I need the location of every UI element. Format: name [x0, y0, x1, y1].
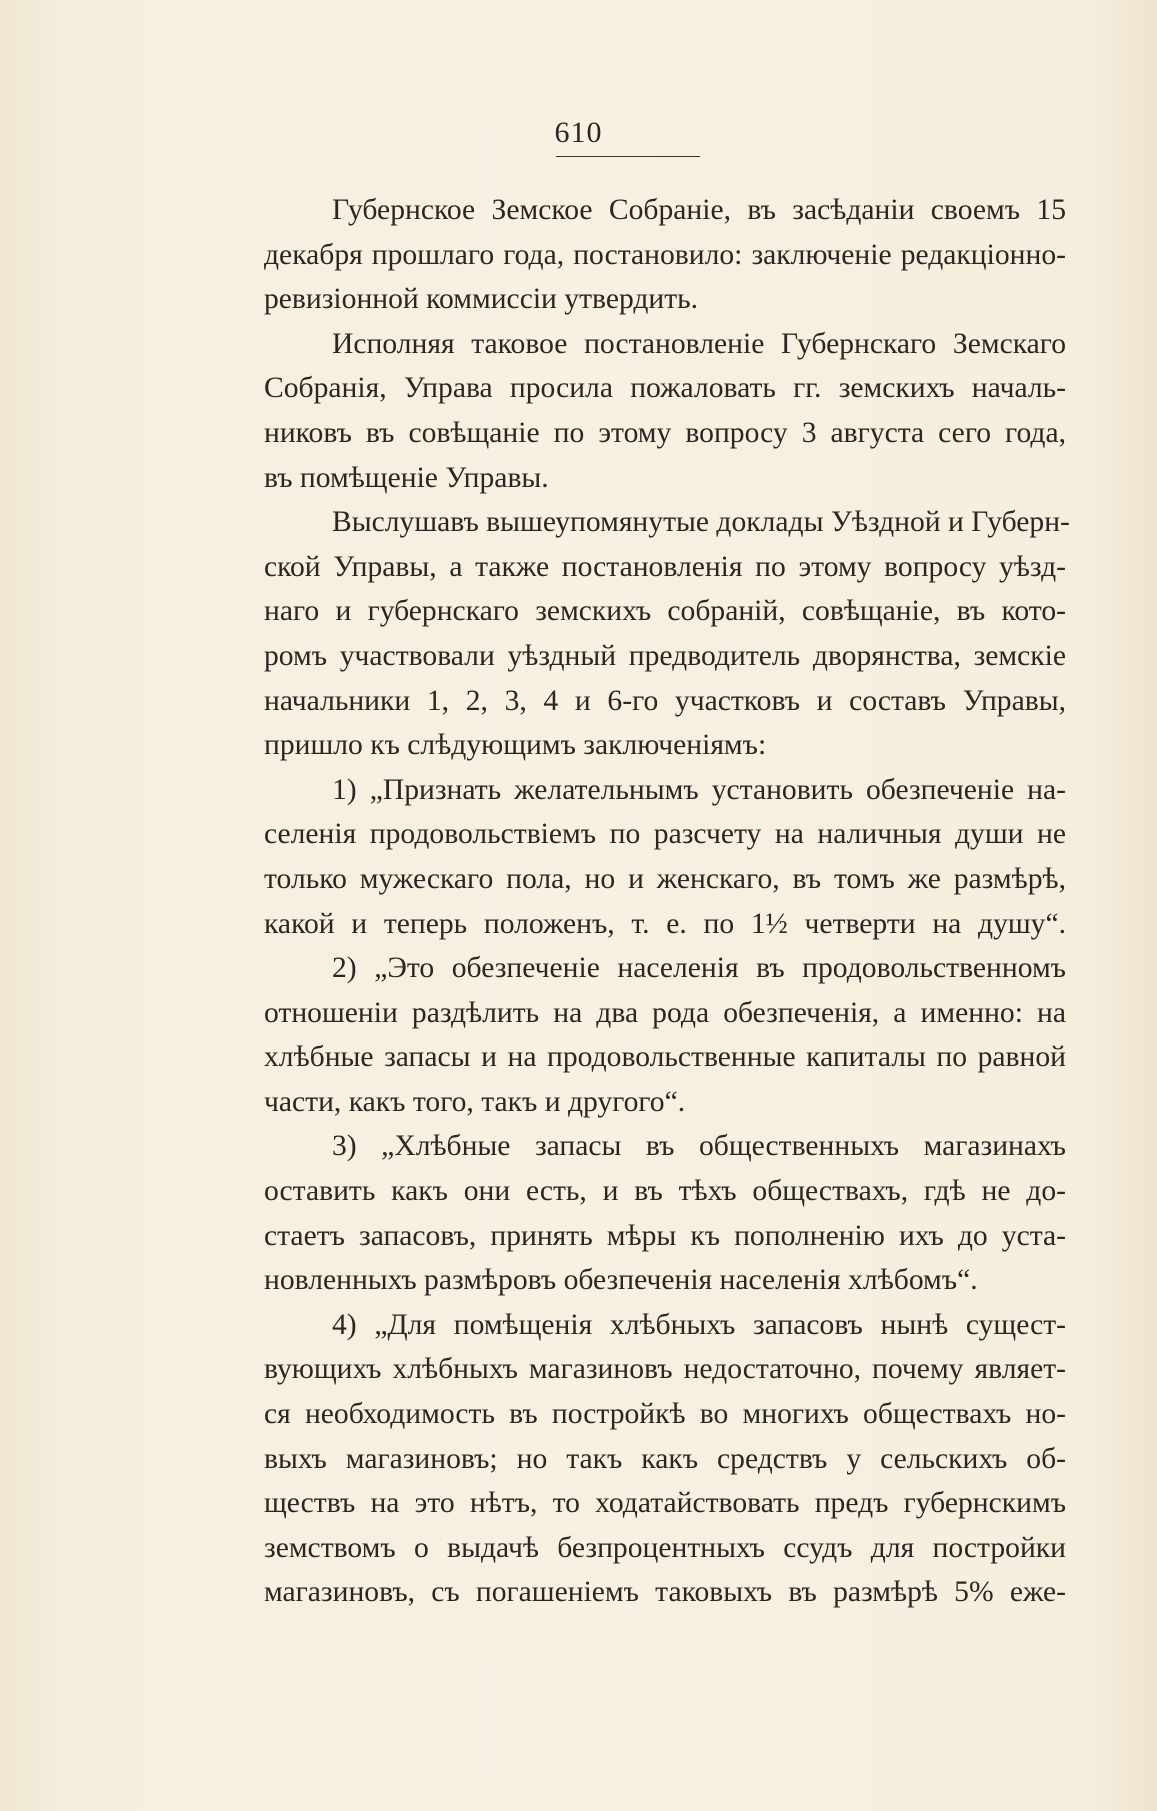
- text-line: части, какъ того, такъ и другого“.: [264, 1085, 686, 1118]
- paragraph-2: [196, 322, 1066, 500]
- text-line: 3) „Хлѣбные запасы въ общественныхъ магазинахъ: [332, 1130, 1066, 1163]
- text-line: магазиновъ, съ погашеніемъ таковыхъ въ размѣрѣ 5% еже-: [264, 1576, 1066, 1609]
- text-line: Выслушавъ вышеупомянутые доклады Уѣздной и Губерн-: [332, 506, 1070, 539]
- text-line: ществъ на это нѣтъ, то ходатайствовать предъ губернскимъ: [264, 1487, 1066, 1520]
- page-number-rule: [556, 156, 700, 157]
- text-line: 1) „Признать желательнымъ установить обезпеченіе на-: [332, 773, 1066, 806]
- text-line: селенія продовольствіемъ по разсчету на наличныя души не: [264, 818, 1066, 851]
- text-line: 2) „Это обезпеченіе населенія въ продовольственномъ: [332, 952, 1066, 985]
- text-line: ской Управы, а также постановленія по этому вопросу уѣзд-: [264, 550, 1066, 583]
- text-line: Губернское Земское Собраніе, въ засѣданіи своемъ 15: [332, 194, 1066, 226]
- text-line: вующихъ хлѣбныхъ магазиновъ недостаточно, почему являет-: [264, 1353, 1066, 1386]
- text-line: Собранія, Управа просила пожаловать гг. земскихъ началь-: [264, 372, 1066, 405]
- text-line: ромъ участвовали уѣздный предводитель дворянства, земскіе: [264, 639, 1066, 672]
- text-line: выхъ магазиновъ; но такъ какъ средствъ у сельскихъ об-: [264, 1442, 1066, 1475]
- body-text: [196, 188, 1070, 1615]
- paragraph-item-4: [196, 1303, 1066, 1615]
- text-line: ревизіонной коммиссіи утвердить.: [264, 283, 699, 316]
- paragraph-item-1: [196, 768, 1066, 946]
- text-line: ся необходимость въ постройкѣ во многихъ обществахъ но-: [264, 1398, 1066, 1431]
- text-line: отношеніи раздѣлить на два рода обезпеченія, а именно: на: [264, 996, 1066, 1029]
- text-line: декабря прошлаго года, постановило: заключеніе редакціонно-: [264, 238, 1066, 271]
- text-line: пришло къ слѣдующимъ заключеніямъ:: [264, 729, 767, 762]
- text-line: только мужескаго пола, но и женскаго, въ томъ же размѣрѣ,: [264, 862, 1066, 895]
- text-line: какой и теперь положенъ, т. е. по 1½ четверти на душу“.: [264, 907, 1066, 940]
- text-line: Исполняя таковое постановленіе Губернскаго Земскаго: [332, 327, 1066, 360]
- text-line: 4) „Для помѣщенія хлѣбныхъ запасовъ нынѣ сущест-: [332, 1308, 1066, 1341]
- text-line: стаетъ запасовъ, принять мѣры къ пополненію ихъ до уста-: [264, 1219, 1066, 1252]
- text-line: новленныхъ размѣровъ обезпеченія населенія хлѣбомъ“.: [264, 1264, 978, 1297]
- paragraph-1: [196, 188, 1066, 322]
- text-line: земствомъ о выдачѣ безпроцентныхъ ссудъ для постройки: [264, 1531, 1066, 1564]
- text-line: начальники 1, 2, 3, 4 и 6-го участковъ и составъ Управы,: [264, 684, 1066, 717]
- paragraph-item-2: [196, 946, 1066, 1124]
- text-line: хлѣбные запасы и на продовольственные капиталы по равной: [264, 1041, 1066, 1074]
- text-line: въ помѣщеніе Управы.: [264, 461, 549, 494]
- paragraph-item-3: [196, 1124, 1066, 1302]
- text-line: наго и губернскаго земскихъ собраній, совѣщаніе, въ кото-: [264, 595, 1066, 628]
- text-line: никовъ въ совѣщаніе по этому вопросу 3 августа сего года,: [264, 416, 1066, 449]
- text-line: оставить какъ они есть, и въ тѣхъ обществахъ, гдѣ не до-: [264, 1175, 1066, 1208]
- page-number: 610: [554, 116, 603, 149]
- paragraph-3: [196, 500, 1070, 768]
